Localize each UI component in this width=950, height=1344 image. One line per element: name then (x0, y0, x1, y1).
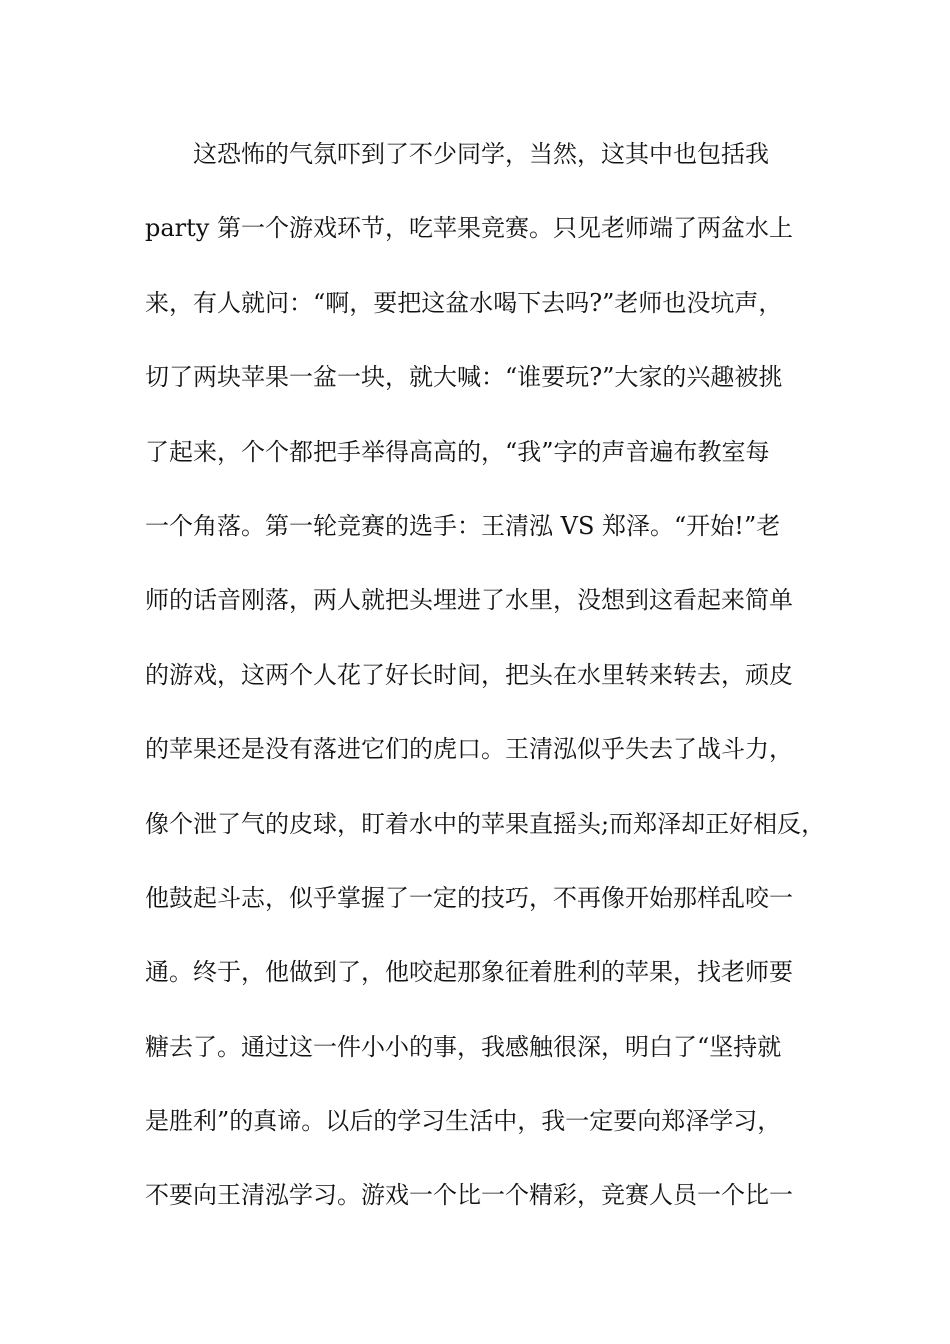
paragraph (145, 130, 825, 1246)
text-line-6: 一个角落。第一轮竞赛的选手：王清泓 VS 郑泽。“开始!”老 (145, 511, 781, 540)
text-line-11: 他鼓起斗志，似乎掌握了一定的技巧，不再像开始那样乱咬一 (145, 883, 793, 912)
text-line-13: 糖去了。通过这一件小小的事，我感触很深，明白了“坚持就 (145, 1032, 782, 1061)
text-line-9: 的苹果还是没有落进它们的虎口。王清泓似乎失去了战斗力， (145, 735, 793, 764)
text-line-12: 通。终于，他做到了，他咬起那象征着胜利的苹果，找老师要 (145, 958, 793, 987)
text-line-8: 的游戏，这两个人花了好长时间，把头在水里转来转去，顽皮 (145, 660, 793, 689)
text-line-7: 师的话音刚落，两人就把头埋进了水里，没想到这看起来简单 (145, 586, 793, 615)
text-line-1: 这恐怖的气氛吓到了不少同学，当然，这其中也包括我 (193, 140, 769, 168)
text-line-14: 是胜利”的真谛。以后的学习生活中，我一定要向郑泽学习， (145, 1107, 782, 1136)
text-line-4: 切了两块苹果一盆一块，就大喊：“谁要玩?”大家的兴趣被挑 (145, 363, 783, 392)
text-line-2: party 第一个游戏环节，吃苹果竞赛。只见老师端了两盆水上 (145, 214, 793, 243)
text-line-3: 来，有人就问：“啊，要把这盆水喝下去吗?”老师也没坑声， (145, 288, 783, 317)
text-line-15: 不要向王清泓学习。游戏一个比一个精彩，竞赛人员一个比一 (145, 1181, 793, 1210)
text-line-10: 像个泄了气的皮球，盯着水中的苹果直摇头;而郑泽却正好相反， (145, 809, 825, 838)
text-line-5: 了起来，个个都把手举得高高的，“我”字的声音遍布教室每 (145, 437, 770, 466)
